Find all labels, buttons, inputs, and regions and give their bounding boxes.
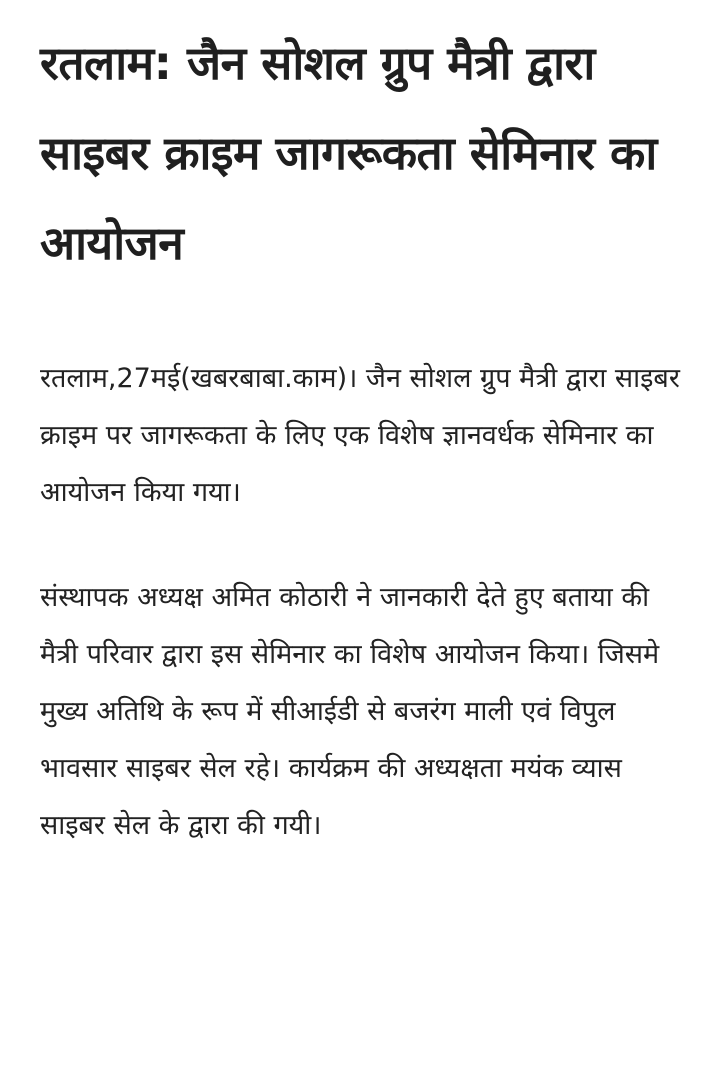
news-article [40,18,692,854]
article-headline: रतलाम: जैन सोशल ग्रुप मैत्री द्वारा साइबर क्राइम जागरूकता सेमिनार का आयोजन [40,36,657,270]
article-paragraph-details: संस्थापक अध्यक्ष अमित कोठारी ने जानकारी देते हुए बताया की मैत्री परिवार द्वारा इस सेमिनार का विशेष आयोजन किया। जिसमे मुख्य अतिथि के रूप में सीआईडी से बजरंग माली एवं विपुल भावसार साइबर सेल रहे। कार्यक्रम की अध्यक्षता मयंक व्यास साइबर सेल के द्वारा की गयी। [40,582,660,841]
article-paragraph-intro: रतलाम,27मई(खबरबाबा.काम)। जैन सोशल ग्रुप मैत्री द्वारा साइबर क्राइम पर जागरूकता के लिए एक विशेष ज्ञानवर्धक सेमिनार का आयोजन किया गया। [40,363,680,508]
